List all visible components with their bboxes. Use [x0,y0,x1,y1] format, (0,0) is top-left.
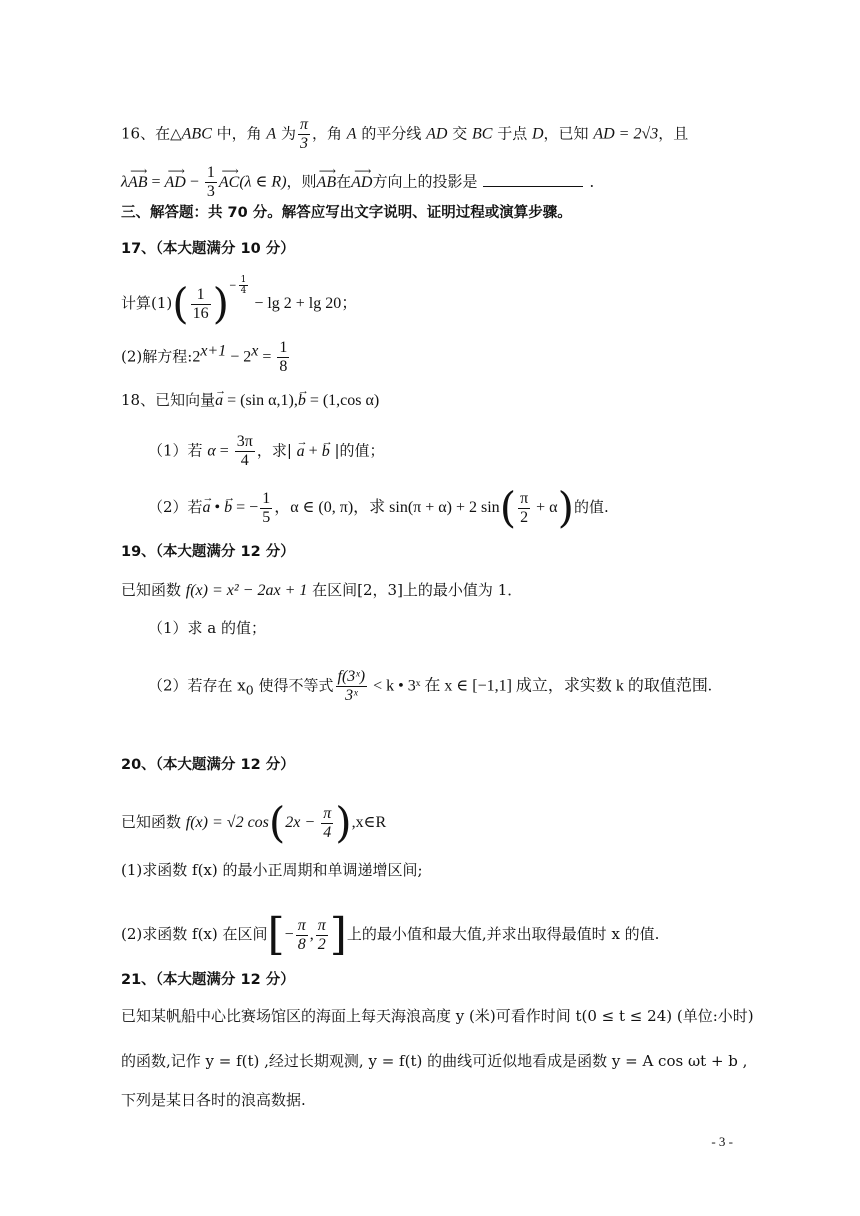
q21-line2: 的函数,记作 y = f(t) ,经过长期观测, y = f(t) 的曲线可近似地看成是函数 y = A cos ωt + b , [121,1052,748,1070]
q19-header: 19、（本大题满分 12 分） [121,544,295,560]
section3-heading: 三、解答题：共 70 分。解答应写出文字说明、证明过程或演算步骤。 [121,205,572,221]
q18-part2: （2）若→ a • → b = − $\frac{1}{5}$ ，α ∈ (0, π)，求 sin(π + α) + 2 sin( $\frac{\pi}{2}$ + α)的值. [148,488,750,528]
q19-part1: （1）求 a 的值； [148,619,267,637]
q17-part1: 计算(1)( $\frac{1}{16}$ )$^{- \frac{1}{4}}$ − lg 2 + lg 20； [121,275,358,328]
q19-statement: 已知函数 f(x) = x² − 2ax + 1 在区间[2，3]上的最小值为 1． [121,581,523,599]
q20-header: 20、（本大题满分 12 分） [121,757,295,773]
q21-line1: 已知某帆船中心比赛场馆区的海面上每天海浪高度 y (米)可看作时间 t(0 ≤ t ≤ 24) (单位:小时) [121,1007,754,1025]
q17-rhs-frac: $\frac{1}{8}$ [279,339,288,375]
q16-line2: λ⟶ AB = ⟶ AD − $\frac{1}{3}$ ⟶ AC(λ ∈ R)，则⟶ AB在⟶ AD方向上的投影是 ． [121,164,750,201]
q19-part2: （2）若存在 $x_0$ 使得不等式 $\frac{\text{f(3ˣ)}}{\text{3ˣ}}$ < k • 3ˣ 在 x ∈ [−1,1] 成立，求实数 k 的取值范围. [148,668,712,704]
q20-pi-over-8: $\frac{\pi}{8}$ [297,916,306,953]
q19-frac: $\frac{\text{f(3ˣ)}}{\text{3ˣ}}$ [337,668,366,704]
q18-header: 18、已知向量→ a = (sin α,1),→ b = (1,cos α) [121,390,750,411]
q21-line3: 下列是某日各时的浪高数据. [121,1091,306,1109]
answer-blank [483,172,583,187]
q18-3pi-over-4: $\frac{3\pi}{4}$ [236,433,253,469]
q21-header: 21、（本大题满分 12 分） [121,972,295,988]
q17-header: 17、（本大题满分 10 分） [121,241,295,257]
q20-part1: (1)求函数 f(x) 的最小正周期和单调递增区间; [121,861,423,879]
q20-pi-over-4: $\frac{\pi}{4}$ [323,804,332,841]
q18-part1: （1）若 α = $\frac{3\pi}{4}$ ，求| → a + → b |的值； [148,433,750,470]
q16-line1: 16、在△ABC 中，角 A 为 $\frac{\pi}{3}$ ，角 A 的平分线 AD 交 BC 于点 D，已知 AD = 2√3，且 [121,116,689,152]
q16-pi-over-3: $\frac{\pi}{3}$ [299,116,308,152]
q20-statement: 已知函数 f(x) = √2 cos(2x − $\frac{\pi}{4}$ ),x∈R [121,798,387,847]
q17-part2: (2)解方程$:2^{x+1} - 2^x$ = $\frac{1}{8}$ [121,339,288,375]
q18-pi-over-2: $\frac{\pi}{2}$ [520,489,529,526]
q17-frac: $\frac{1}{16}$ [192,285,209,322]
q16-one-third: $\frac{1}{3}$ [206,164,215,200]
q20-pi-over-2: $\frac{\pi}{2}$ [317,916,326,953]
q20-part2: (2)求函数 f(x) 在区间[− $\frac{\pi}{8}$ , $\frac{\pi}{2}$ ]上的最小值和最大值,并求出取得最值时 x 的值. [121,909,660,960]
page-number: - 3 - [711,1134,733,1149]
q18-one-fifth: $\frac{1}{5}$ [262,489,271,526]
